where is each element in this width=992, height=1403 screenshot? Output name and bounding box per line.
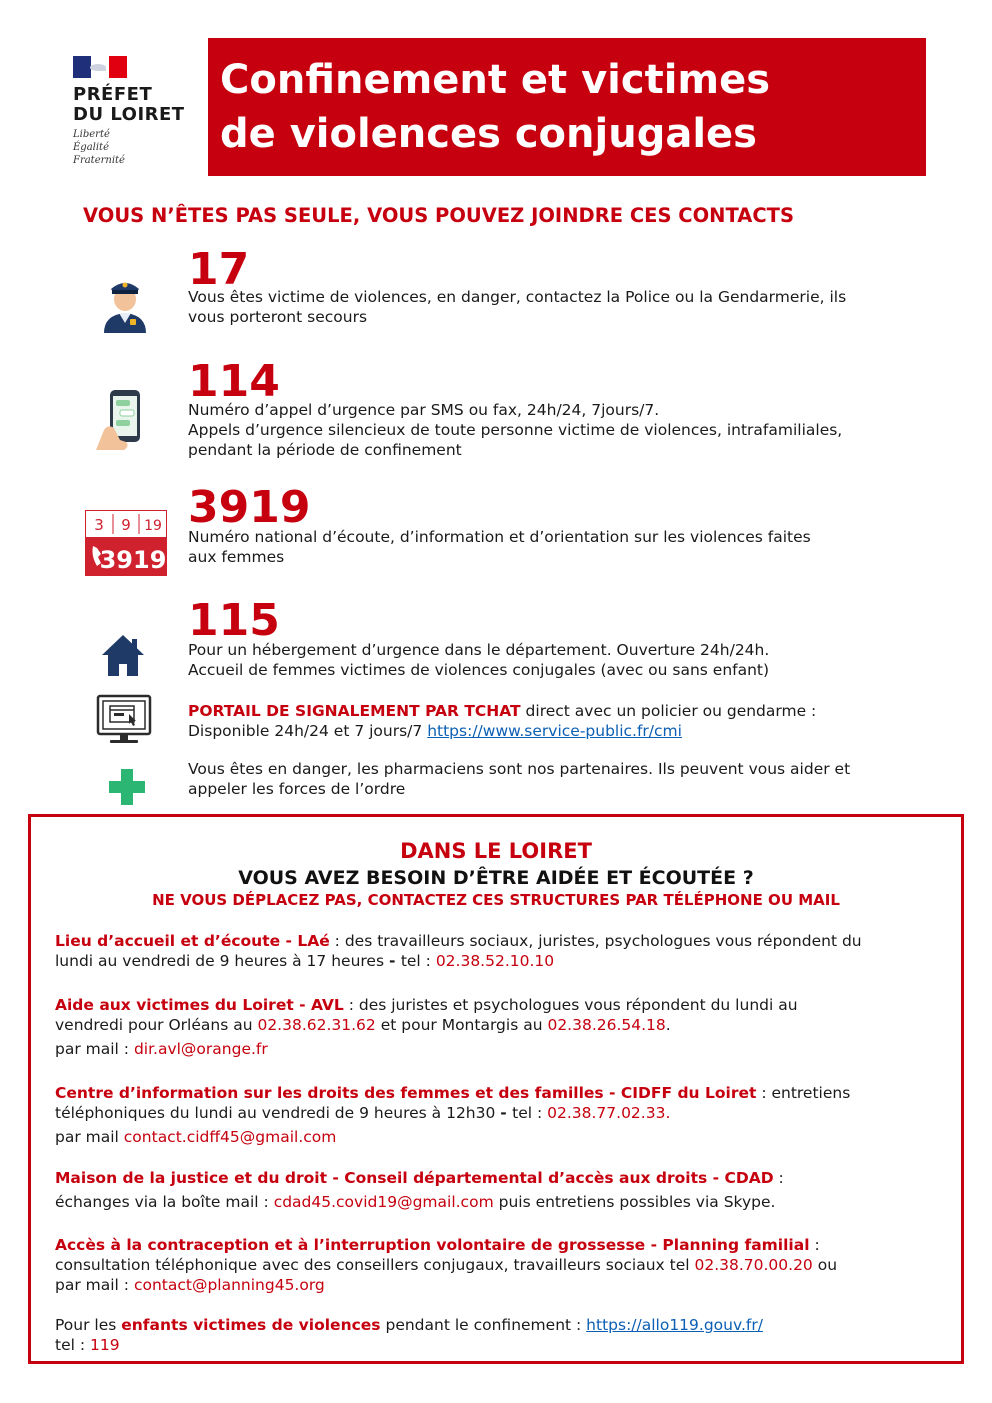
pharmacy-description: Vous êtes en danger, les pharmaciens sont nos partenaires. Ils peuvent vous aider et appeler les forces de l’ordre xyxy=(188,760,851,798)
allo119-link[interactable]: https://allo119.gouv.fr/ xyxy=(586,1316,763,1334)
description-115: Pour un hébergement d’urgence dans le département. Ouverture 24h/24h. Accueil de femmes victimes de violences conjugales (avec ou sans enfant) xyxy=(188,641,770,679)
loiret-heading: DANS LE LOIRET xyxy=(400,839,592,863)
lae-phone[interactable]: 02.38.52.10.10 xyxy=(435,952,555,970)
title-banner xyxy=(208,38,926,176)
cdad-mail[interactable]: cdad45.covid19@gmail.com xyxy=(273,1193,494,1211)
3919-logo-icon xyxy=(85,510,167,576)
number-114: 114 xyxy=(188,356,280,407)
svg-text:9: 9 xyxy=(121,516,131,534)
svg-text:19: 19 xyxy=(144,518,162,534)
title-line-2: de violences conjugales xyxy=(220,111,757,157)
loiret-question: VOUS AVEZ BESOIN D’ÊTRE AIDÉE ET ÉCOUTÉE ? xyxy=(238,867,754,889)
cidff-mail[interactable]: contact.cidff45@gmail.com xyxy=(123,1128,337,1146)
entry-children: Pour les enfants victimes de violences pendant le confinement : https://allo119.gouv.fr/ tel : 119 xyxy=(55,1316,763,1354)
planning-mail[interactable]: contact@planning45.org xyxy=(133,1276,325,1294)
marianne-flag-icon xyxy=(73,56,127,78)
computer-screen-icon xyxy=(96,694,152,746)
description-17: Vous êtes victime de violences, en danger, contactez la Police ou la Gendarmerie, ils vous porteront secours xyxy=(188,288,847,326)
svg-text:3: 3 xyxy=(94,516,104,534)
avl-phone-montargis[interactable]: 02.38.26.54.18 xyxy=(547,1016,666,1034)
logo-line-2: DU LOIRET xyxy=(73,104,185,125)
loiret-instruction: NE VOUS DÉPLACEZ PAS, CONTACTEZ CES STRUCTURES PAR TÉLÉPHONE OU MAIL xyxy=(152,891,840,909)
sms-phone-icon xyxy=(94,388,146,454)
entry-cdad: Maison de la justice et du droit - Conseil départemental d’accès aux droits - CDAD : échanges via la boîte mail : cdad45.covid19@gmail.com puis entretiens possibles via Skype. xyxy=(55,1169,784,1211)
prefet-logo xyxy=(58,52,193,172)
children-phone[interactable]: 119 xyxy=(90,1336,120,1354)
logo-line-1: PRÉFET xyxy=(73,84,153,105)
svg-text:3919: 3919 xyxy=(99,546,167,574)
page-subtitle: VOUS N’ÊTES PAS SEULE, VOUS POUVEZ JOINDRE CES CONTACTS xyxy=(83,204,795,227)
pharmacy-cross-icon xyxy=(107,767,147,807)
portal-link[interactable]: https://www.service-public.fr/cmi xyxy=(427,722,682,740)
planning-phone[interactable]: 02.38.70.00.20 xyxy=(694,1256,813,1274)
number-115: 115 xyxy=(188,595,280,646)
loiret-section xyxy=(28,814,964,1364)
description-3919: Numéro national d’écoute, d’information et d’orientation sur les violences faites aux femmes xyxy=(188,528,811,566)
portal-title: PORTAIL DE SIGNALEMENT PAR TCHAT xyxy=(188,702,521,720)
entry-lae: Lieu d’accueil et d’écoute - LAé : des travailleurs sociaux, juristes, psychologues vous répondent du lundi au vendredi de 9 heures à 17 heures - tel : 02.38.52.10.10 xyxy=(55,932,862,970)
avl-phone-orleans[interactable]: 02.38.62.31.62 xyxy=(257,1016,376,1034)
entry-avl: Aide aux victimes du Loiret - AVL : des juristes et psychologues vous répondent du lundi au vendredi pour Orléans au 02.38.62.31.62 et pour Montargis au 02.38.26.54.18. par mail : dir.avl@orange.fr xyxy=(55,996,798,1058)
house-icon xyxy=(100,633,146,677)
entry-cidff: Centre d’information sur les droits des femmes et des familles - CIDFF du Loiret : entretiens téléphoniques du lundi au vendredi de 9 heures à 12h30 - tel : 02.38.77.02.33. par mail contact.cidff45@gmail.com xyxy=(55,1084,851,1146)
avl-mail[interactable]: dir.avl@orange.fr xyxy=(133,1040,268,1058)
portal-description: PORTAIL DE SIGNALEMENT PAR TCHAT direct avec un policier ou gendarme : Disponible 24h/24 et 7 jours/7 https://www.service-public.fr/cmi xyxy=(188,702,817,740)
cidff-phone[interactable]: 02.38.77.02.33. xyxy=(547,1104,671,1122)
logo-motto: Liberté Égalité Fraternité xyxy=(73,129,125,166)
number-17: 17 xyxy=(188,244,250,295)
number-3919: 3919 xyxy=(188,482,311,533)
entry-planning: Accès à la contraception et à l’interruption volontaire de grossesse - Planning familial : consultation téléphonique avec des conseillers conjugaux, travailleurs sociaux tel 02.38.70.00.20 ou par mail : contact@planning45.org xyxy=(55,1236,838,1294)
description-114: Numéro d’appel d’urgence par SMS ou fax, 24h/24, 7jours/7. Appels d’urgence silencieux de toute personne victime de violences, intrafamiliales, pendant la période de confinement xyxy=(188,401,843,459)
police-officer-icon xyxy=(100,275,150,333)
title-line-1: Confinement et victimes xyxy=(220,57,771,103)
